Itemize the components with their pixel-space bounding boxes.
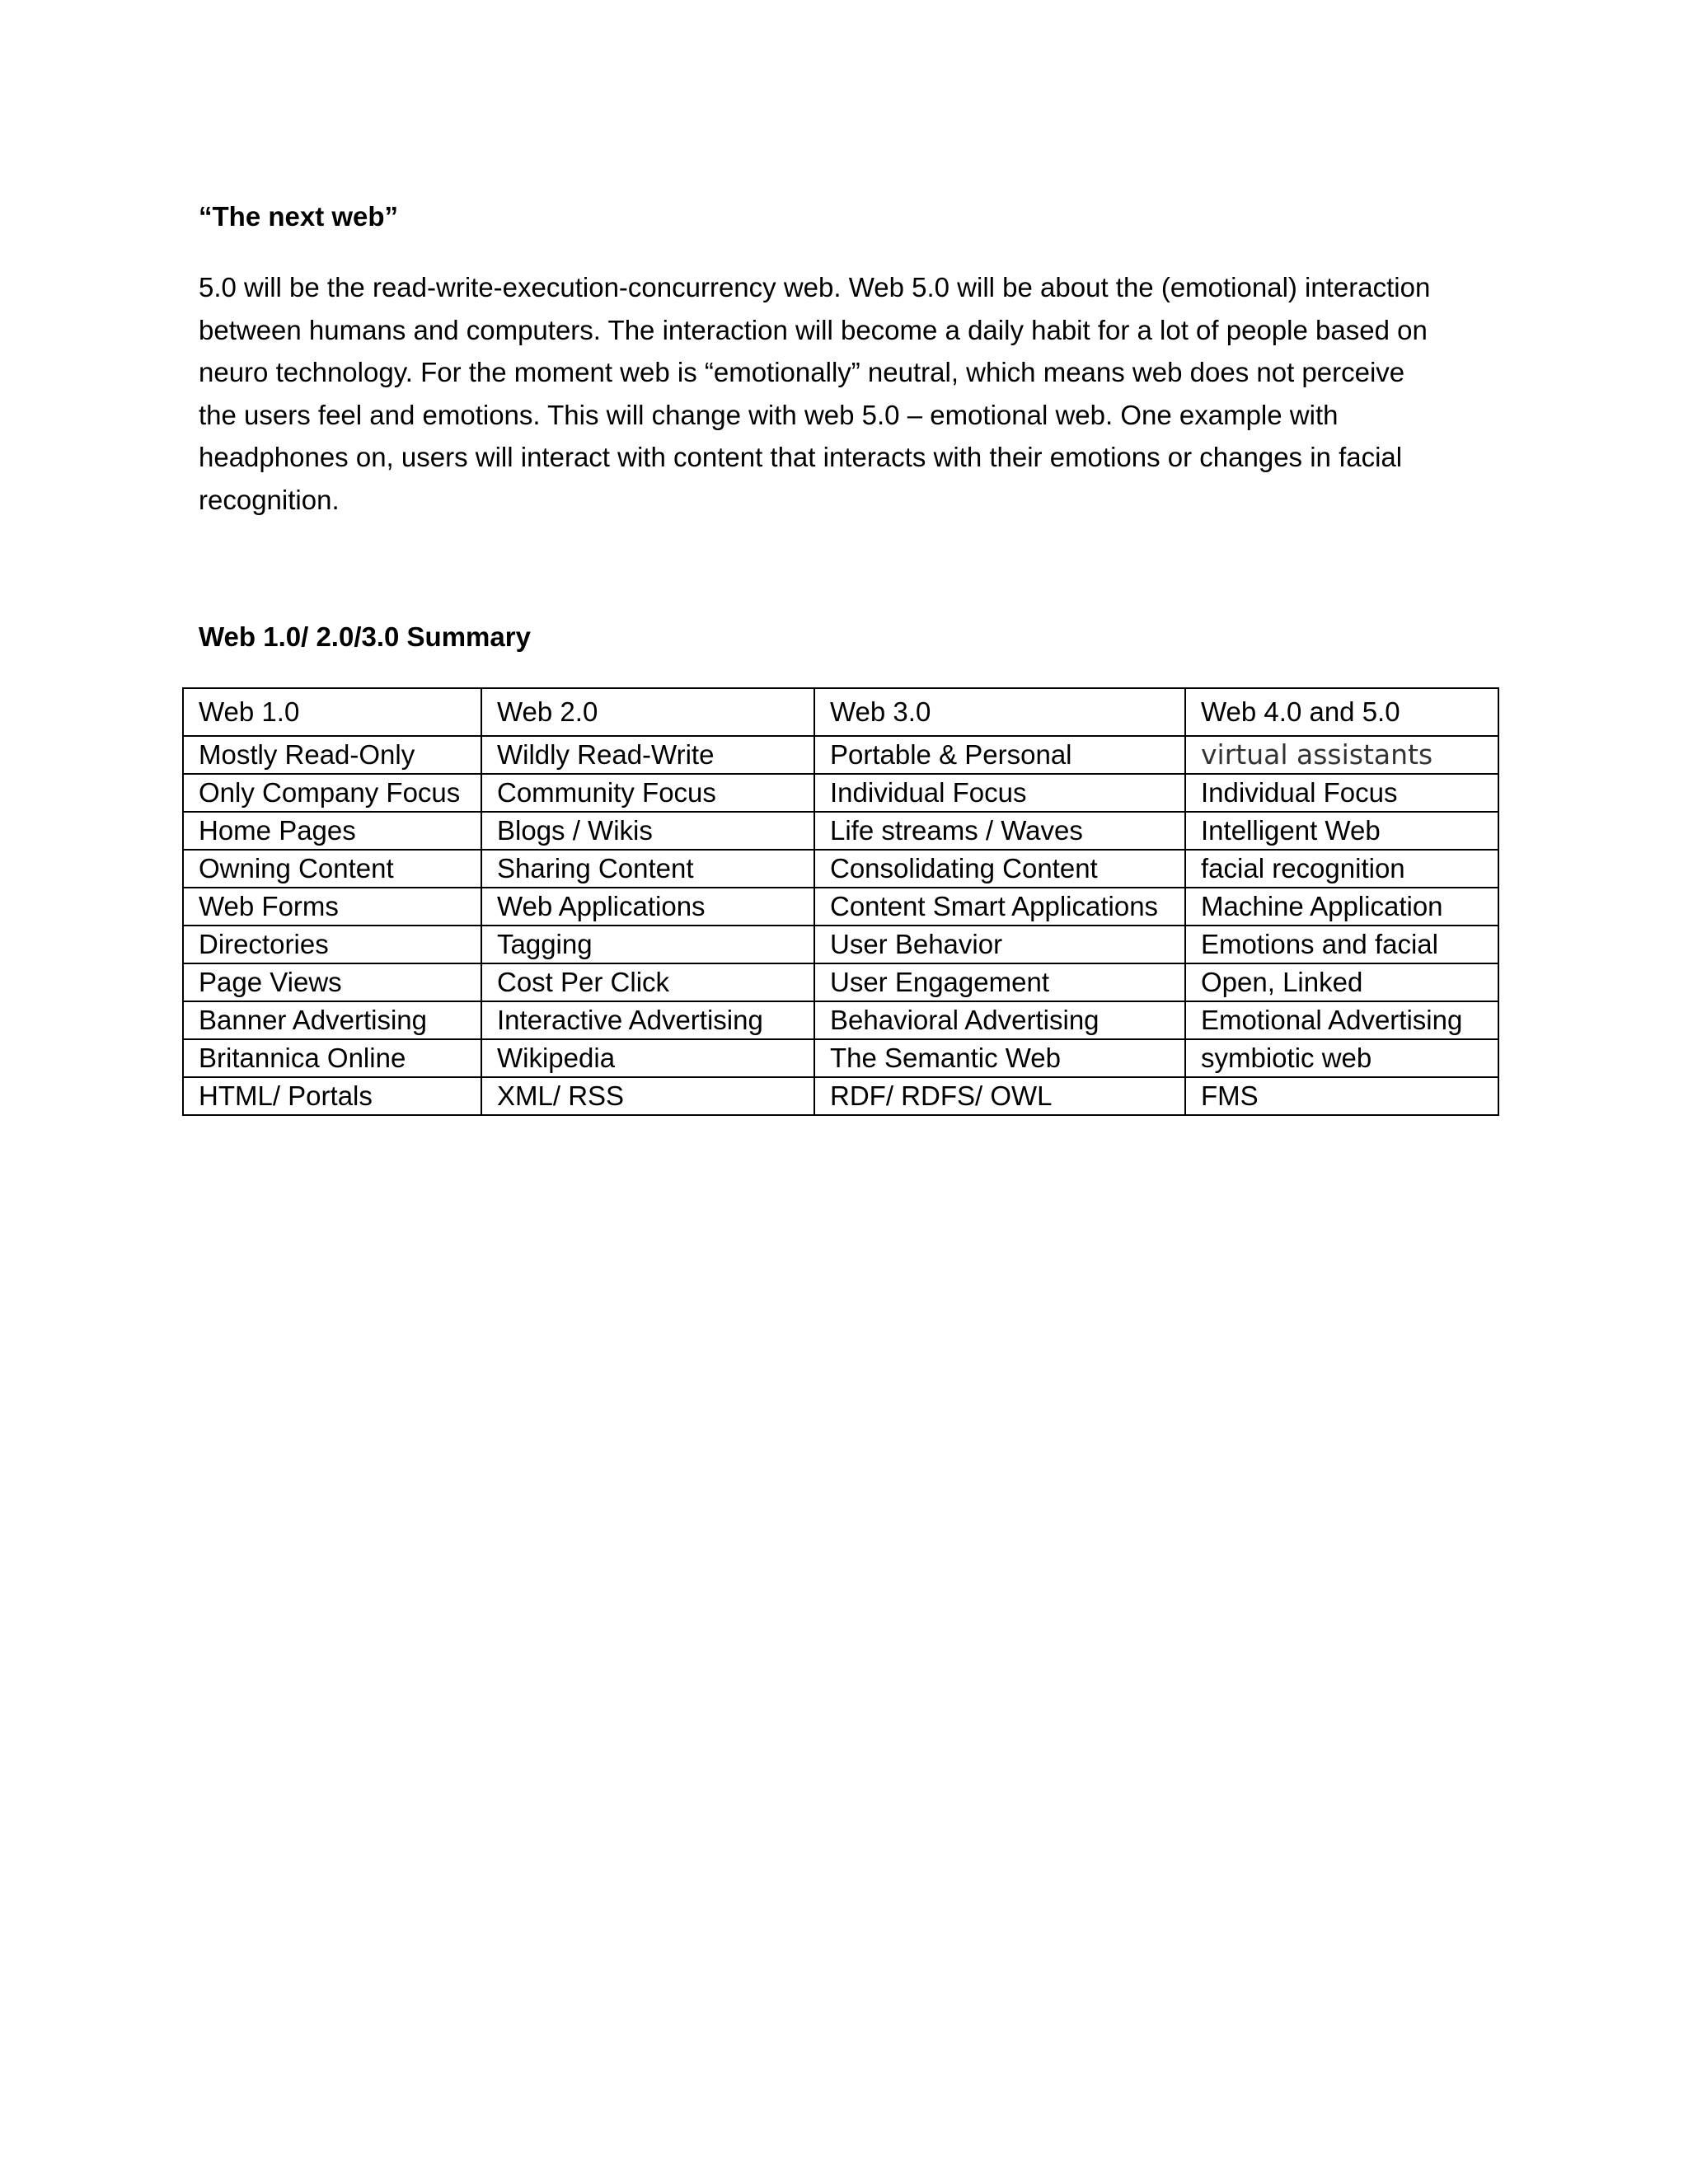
table-row xyxy=(183,1077,1498,1115)
paragraph-line: headphones on, users will interact with content that interacts with their emotions or changes in facial xyxy=(199,442,1403,472)
table-cell: Home Pages xyxy=(183,812,481,850)
table-cell: Individual Focus xyxy=(1185,774,1498,812)
paragraph-line: recognition. xyxy=(199,484,340,515)
table-cell: Page Views xyxy=(183,963,481,1001)
table-row xyxy=(183,1001,1498,1039)
table-cell: Web Applications xyxy=(481,888,814,926)
table-cell: Machine Application xyxy=(1185,888,1498,926)
table-cell: User Engagement xyxy=(814,963,1185,1001)
paragraph-line: between humans and computers. The interaction will become a daily habit for a lot of people based on xyxy=(199,314,1428,345)
paragraph-line: 5.0 will be the read-write-execution-concurrency web. Web 5.0 will be about the (emotional) interaction xyxy=(199,272,1431,302)
table-row xyxy=(183,963,1498,1001)
table-cell: Tagging xyxy=(481,926,814,963)
table-cell: FMS xyxy=(1185,1077,1498,1115)
table-row xyxy=(183,812,1498,850)
table-cell: Cost Per Click xyxy=(481,963,814,1001)
table-cell: Portable & Personal xyxy=(814,736,1185,774)
table-cell: Intelligent Web xyxy=(1185,812,1498,850)
table-header-row xyxy=(183,688,1498,736)
table-row xyxy=(183,850,1498,888)
table-cell: Wikipedia xyxy=(481,1039,814,1077)
table-header-cell: Web 1.0 xyxy=(183,688,481,736)
table-row xyxy=(183,736,1498,774)
table-cell: Emotional Advertising xyxy=(1185,1001,1498,1039)
table-cell: Directories xyxy=(183,926,481,963)
table-row xyxy=(183,774,1498,812)
table-header-cell: Web 4.0 and 5.0 xyxy=(1185,688,1498,736)
table-row xyxy=(183,888,1498,926)
paragraph-line: the users feel and emotions. This will change with web 5.0 – emotional web. One example with xyxy=(199,399,1339,430)
table-row xyxy=(183,926,1498,963)
table-cell: XML/ RSS xyxy=(481,1077,814,1115)
table-cell: Mostly Read-Only xyxy=(183,736,481,774)
table-cell: Wildly Read-Write xyxy=(481,736,814,774)
body-paragraph xyxy=(199,266,1517,521)
table-cell: Sharing Content xyxy=(481,850,814,888)
table-cell: Life streams / Waves xyxy=(814,812,1185,850)
paragraph-line: neuro technology. For the moment web is “emotionally” neutral, which means web does not perceive xyxy=(199,357,1405,387)
table-cell: Behavioral Advertising xyxy=(814,1001,1185,1039)
table-cell: RDF/ RDFS/ OWL xyxy=(814,1077,1185,1115)
table-cell: symbiotic web xyxy=(1185,1039,1498,1077)
table-cell: Banner Advertising xyxy=(183,1001,481,1039)
table-cell: Interactive Advertising xyxy=(481,1001,814,1039)
table-header-cell: Web 3.0 xyxy=(814,688,1185,736)
section-heading-summary: Web 1.0/ 2.0/3.0 Summary xyxy=(199,621,531,652)
table-cell: User Behavior xyxy=(814,926,1185,963)
table-cell: Britannica Online xyxy=(183,1039,481,1077)
table-cell: Web Forms xyxy=(183,888,481,926)
table-cell: virtual assistants xyxy=(1185,736,1498,774)
table-cell: HTML/ Portals xyxy=(183,1077,481,1115)
table-cell: Consolidating Content xyxy=(814,850,1185,888)
table-cell: Community Focus xyxy=(481,774,814,812)
table-cell: Individual Focus xyxy=(814,774,1185,812)
summary-table xyxy=(182,687,1499,1116)
table-cell: Only Company Focus xyxy=(183,774,481,812)
table-row xyxy=(183,1039,1498,1077)
table-cell: Owning Content xyxy=(183,850,481,888)
table-header-cell: Web 2.0 xyxy=(481,688,814,736)
table-cell: Content Smart Applications xyxy=(814,888,1185,926)
table-cell: Emotions and facial xyxy=(1185,926,1498,963)
table-cell: facial recognition xyxy=(1185,850,1498,888)
section-heading-next-web: “The next web” xyxy=(199,201,399,232)
table-cell: Open, Linked xyxy=(1185,963,1498,1001)
table-cell: The Semantic Web xyxy=(814,1039,1185,1077)
table-cell: Blogs / Wikis xyxy=(481,812,814,850)
